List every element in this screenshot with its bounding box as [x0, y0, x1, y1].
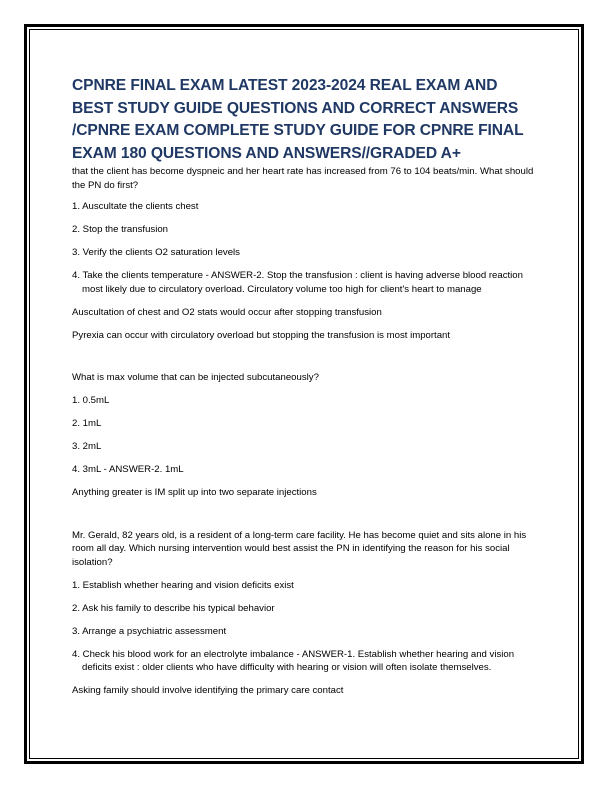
- question-3-option-2: 2. Ask his family to describe his typical behavior: [72, 602, 275, 614]
- question-2-note-1: Anything greater is IM split up into two separate injections: [72, 487, 317, 498]
- question-2-option-3: 3. 2mL: [72, 441, 102, 452]
- question-3-stem: Mr. Gerald, 82 years old, is a resident of a long-term care facility. He has become quiet and sits alone in his room all day. Which nursing intervention would best assist the PN in identifying the reason for his social isolation?: [72, 529, 527, 568]
- question-3-option-3: 3. Arrange a psychiatric assessment: [72, 625, 227, 637]
- question-1-note-2: Pyrexia can occur with circulatory overload but stopping the transfusion is most important: [72, 329, 451, 341]
- question-2-stem: What is max volume that can be injected subcutaneously?: [72, 372, 319, 383]
- question-2-option-1: 1. 0.5mL: [72, 395, 110, 406]
- question-1-option-1: 1. Auscultate the clients chest: [72, 201, 199, 212]
- question-1-stem: that the client has become dyspneic and her heart rate has increased from 76 to 104 beats/min. What should the PN do first?: [72, 166, 534, 191]
- question-3-option-1: 1. Establish whether hearing and vision deficits exist: [72, 579, 294, 591]
- question-1-option-3: 3. Verify the clients O2 saturation levels: [72, 247, 240, 258]
- document-content: [72, 75, 542, 698]
- question-2-option-4-answer: 4. 3mL - ANSWER-2. 1mL: [72, 464, 184, 475]
- question-3-option-4-answer: 4. Check his blood work for an electrolyte imbalance - ANSWER-1. Establish whether hearing and vision deficits exist : older clients who have difficulty with hearing or vision will often isolate themselves.: [72, 648, 515, 673]
- question-1-option-2: 2. Stop the transfusion: [72, 224, 168, 235]
- question-1-option-4-answer: 4. Take the clients temperature - ANSWER-2. Stop the transfusion : client is having adverse blood reaction most likely due to circulatory overload. Circulatory volume too high for client's heart to manage: [72, 270, 523, 295]
- question-2-option-2: 2. 1mL: [72, 418, 102, 429]
- question-3-note-1: Asking family should involve identifying the primary care contact: [72, 685, 344, 696]
- question-1-note-1: Auscultation of chest and O2 stats would occur after stopping transfusion: [72, 306, 382, 318]
- document-title: CPNRE FINAL EXAM LATEST 2023-2024 REAL EXAM AND BEST STUDY GUIDE QUESTIONS AND CORRECT ANSWERS /CPNRE EXAM COMPLETE STUDY GUIDE FOR CPNRE FINAL EXAM 180 QUESTIONS AND ANSWERS//GRADED A+: [72, 77, 524, 162]
